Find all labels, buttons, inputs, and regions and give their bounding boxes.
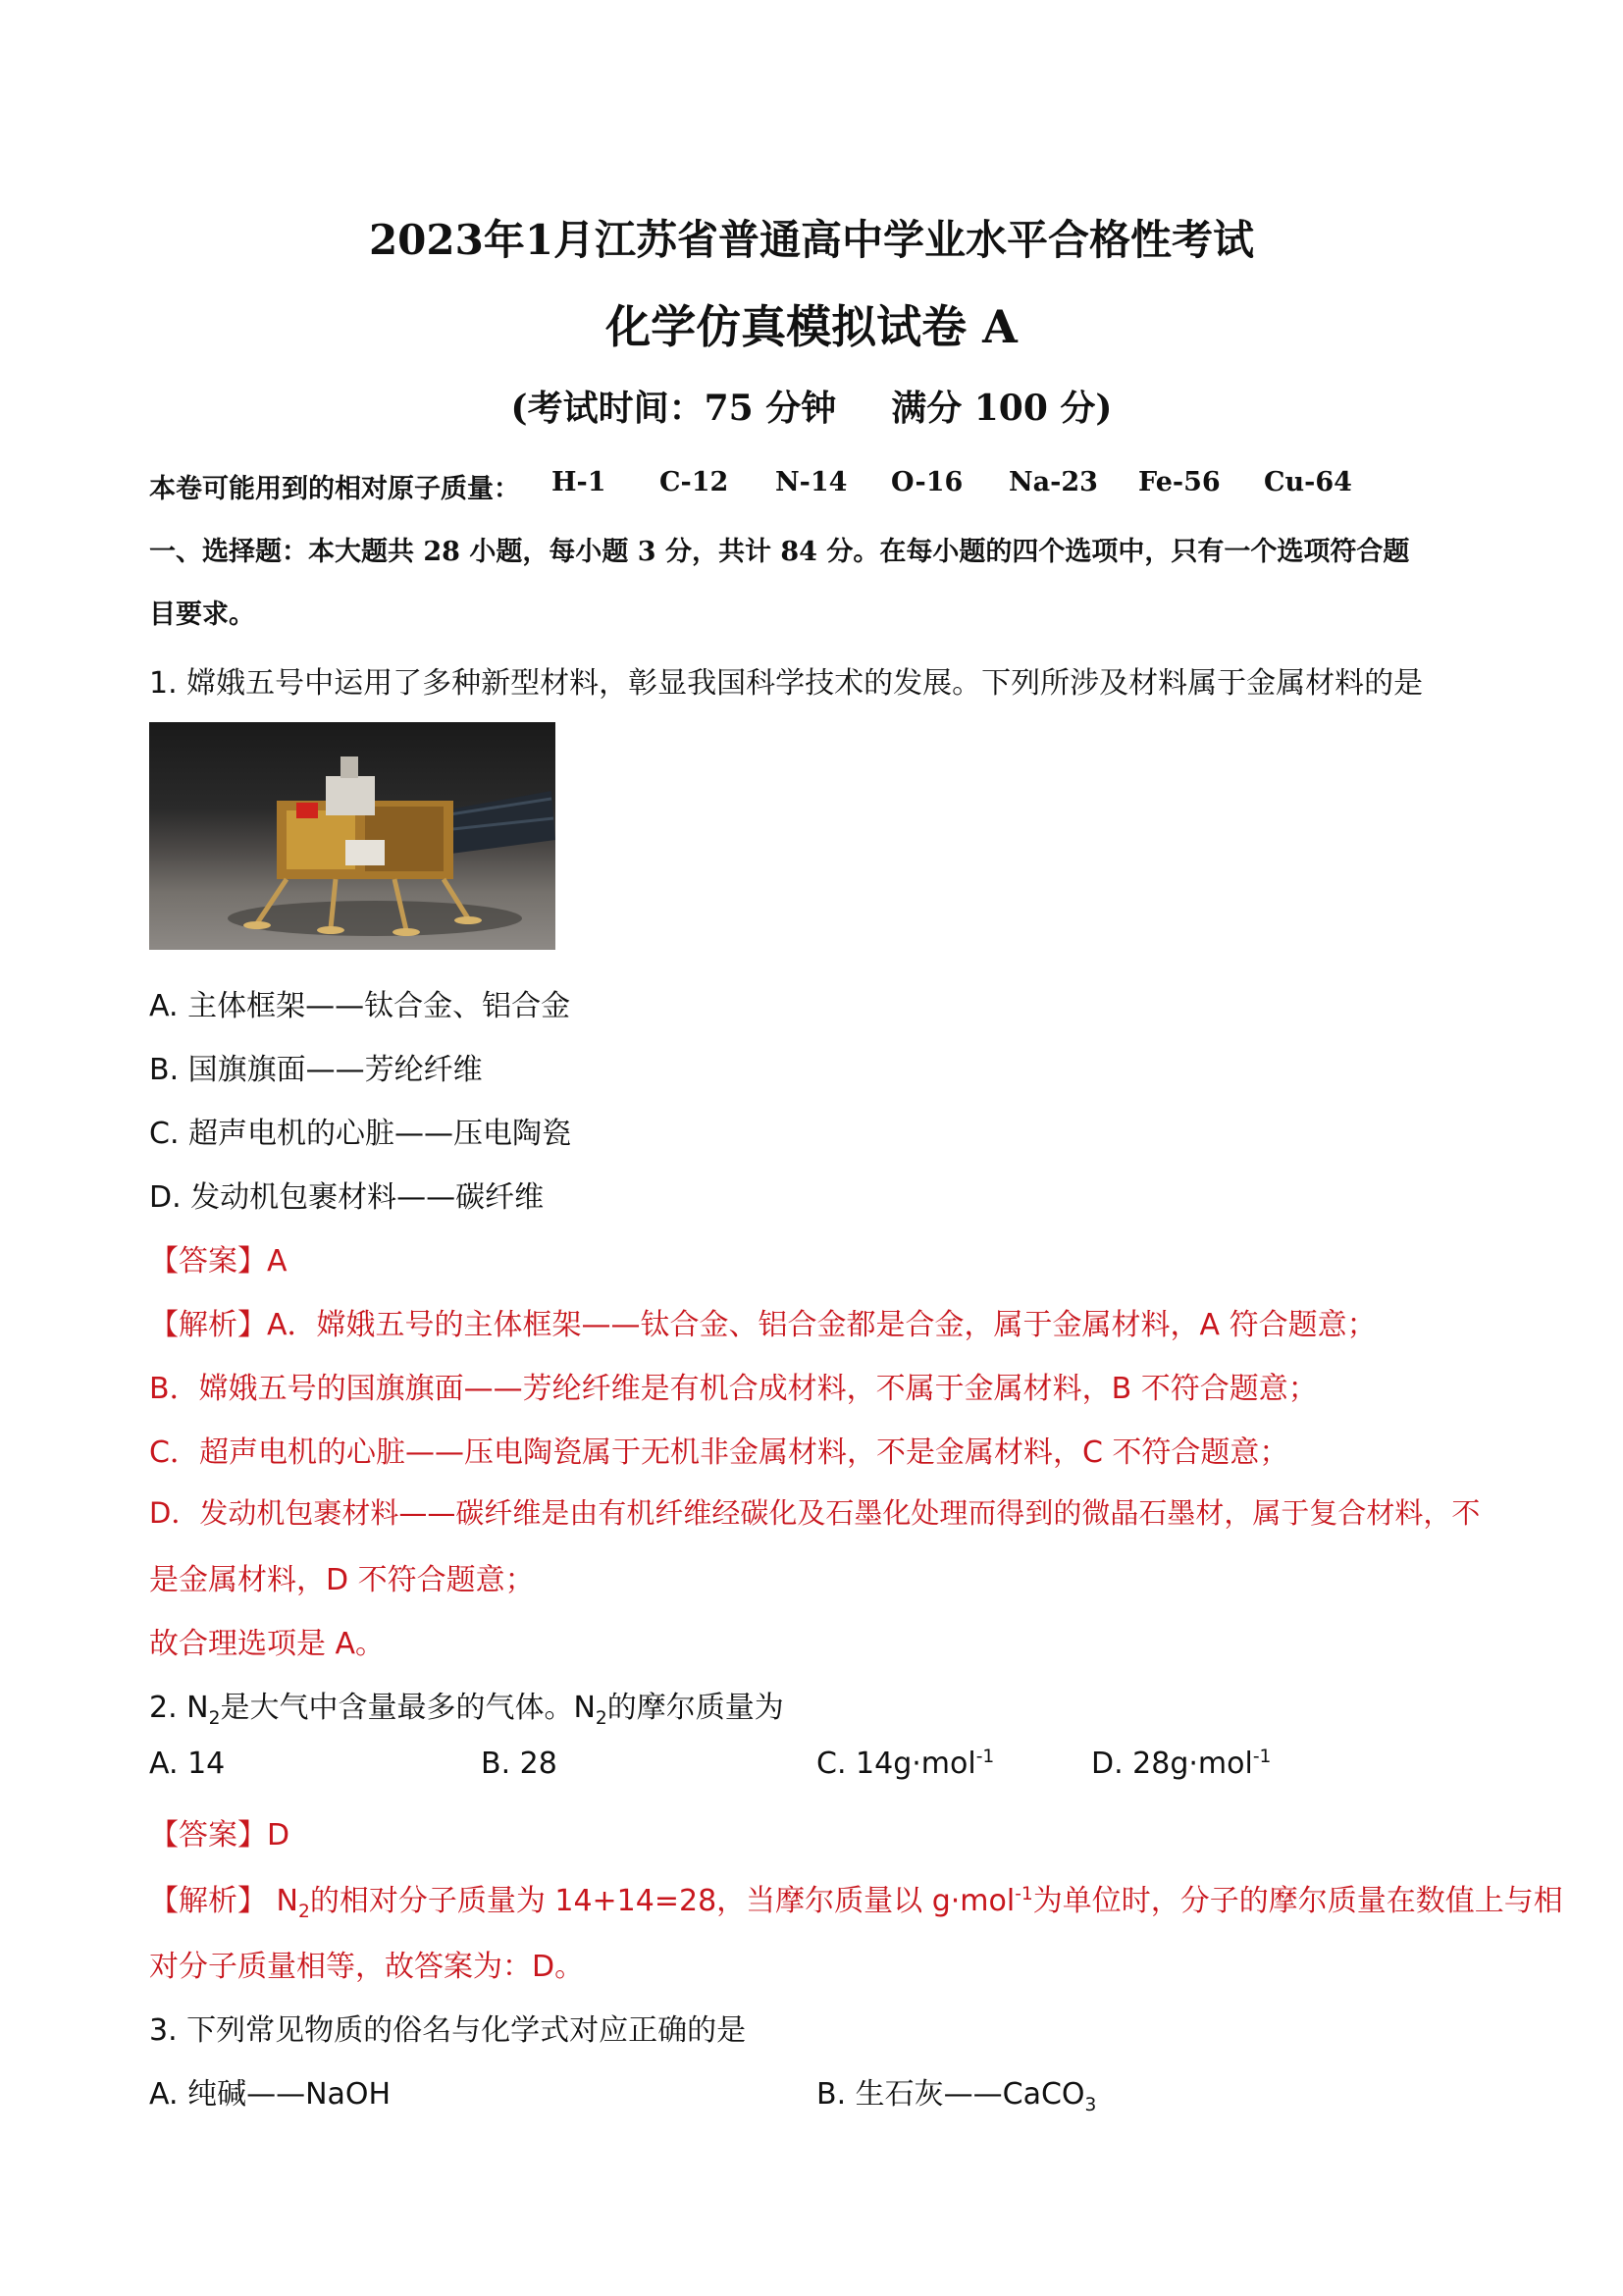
- q2-superscript: -1: [975, 1747, 995, 1767]
- lander-illustration: [149, 722, 555, 950]
- question-2-option-d: [1091, 1747, 1271, 1781]
- atomic-masses-label: 本卷可能用到的相对原子质量：: [149, 474, 520, 504]
- q3-subscript: 3: [1084, 2095, 1097, 2115]
- exam-title: 2023年1月江苏省普通高中学业水平合格性考试: [368, 216, 1255, 264]
- question-3-option-b: [816, 2069, 1096, 2115]
- exam-time: (考试时间：75 分钟: [510, 388, 837, 429]
- q2-subscript: 2: [595, 1708, 607, 1729]
- lander-photo: [149, 722, 555, 950]
- q2-option-d-text: D. 28g·mol: [1091, 1747, 1253, 1781]
- question-1-analysis-line: C．超声电机的心脏——压电陶瓷属于无机非金属材料，不是金属材料，C 不符合题意；: [149, 1435, 1289, 1470]
- mass-item: N-14: [775, 467, 848, 497]
- q2-subscript: 2: [208, 1708, 221, 1729]
- q2-analysis-part: 【解析】 N: [149, 1884, 298, 1918]
- q3-option-b-text: B. 生石灰——CaCO: [816, 2077, 1085, 2112]
- section-heading: 一、选择题：本大题共 28 小题，每小题 3 分，共计 84 分。在每小题的四个选项中，只有一个选项符合题: [149, 537, 1410, 567]
- q2-stem-part: 的摩尔质量为: [606, 1691, 784, 1725]
- question-1-analysis-line: B．嫦娥五号的国旗旗面——芳纶纤维是有机合成材料，不属于金属材料，B 不符合题意；: [149, 1372, 1318, 1406]
- atomic-masses: [149, 467, 1352, 505]
- exam-time-score: [0, 381, 1623, 431]
- section-heading-cont: 目要求。: [149, 600, 255, 630]
- question-2-stem: [149, 1683, 784, 1729]
- question-1-option-c: C. 超声电机的心脏——压电陶瓷: [149, 1117, 572, 1151]
- q2-analysis-part: 为单位时，分子的摩尔质量在数值上与相: [1032, 1884, 1563, 1918]
- question-1-analysis-line: 【解析】A．嫦娥五号的主体框架——钛合金、铝合金都是合金，属于金属材料，A 符合题意；: [149, 1308, 1377, 1342]
- question-2-analysis-cont: 对分子质量相等，故答案为：D。: [149, 1950, 585, 1984]
- mass-item: H-1: [551, 467, 606, 497]
- exam-subtitle: 化学仿真模拟试卷 A: [605, 300, 1018, 353]
- question-2-answer: 【答案】D: [149, 1818, 290, 1852]
- mass-item: Fe-56: [1138, 467, 1221, 497]
- mass-item: C-12: [659, 467, 729, 497]
- question-1-answer: 【答案】A: [149, 1244, 288, 1278]
- question-1-option-d: D. 发动机包裹材料——碳纤维: [149, 1180, 545, 1215]
- mass-item: O-16: [891, 467, 964, 497]
- mass-item: Cu-64: [1264, 467, 1352, 497]
- mass-item: Na-23: [1009, 467, 1098, 497]
- q2-analysis-part: 的相对分子质量为 14+14=28，当摩尔质量以 g·mol: [309, 1884, 1016, 1918]
- question-1-analysis-line: 故合理选项是 A。: [149, 1627, 386, 1661]
- q2-superscript: -1: [1015, 1884, 1033, 1905]
- q2-subscript: 2: [297, 1902, 310, 1922]
- question-3-option-a: A. 纯碱——NaOH: [149, 2077, 392, 2112]
- question-1-analysis-line: D．发动机包裹材料——碳纤维是由有机纤维经碳化及石墨化处理而得到的微晶石墨材，属于复合材料，不: [149, 1496, 1481, 1530]
- q2-stem-part: 2. N: [149, 1691, 209, 1725]
- question-3-stem: 3. 下列常见物质的俗名与化学式对应正确的是: [149, 2013, 747, 2048]
- q2-stem-part: 是大气中含量最多的气体。N: [220, 1691, 596, 1725]
- question-1-analysis-line: 是金属材料，D 不符合题意；: [149, 1563, 535, 1597]
- question-2-analysis: [149, 1876, 1563, 1922]
- question-2-option-a: A. 14: [149, 1747, 226, 1781]
- question-2-option-b: B. 28: [481, 1747, 557, 1781]
- q2-option-c-text: C. 14g·mol: [816, 1747, 976, 1781]
- question-1-option-b: B. 国旗旗面——芳纶纤维: [149, 1053, 483, 1087]
- question-1-option-a: A. 主体框架——钛合金、铝合金: [149, 989, 571, 1023]
- exam-full-score: 满分 100 分): [891, 388, 1113, 429]
- question-2-option-c: [816, 1747, 994, 1781]
- q2-superscript: -1: [1252, 1747, 1272, 1767]
- question-1-stem: 1. 嫦娥五号中运用了多种新型材料，彰显我国科学技术的发展。下列所涉及材料属于金属材料的是: [149, 666, 1424, 701]
